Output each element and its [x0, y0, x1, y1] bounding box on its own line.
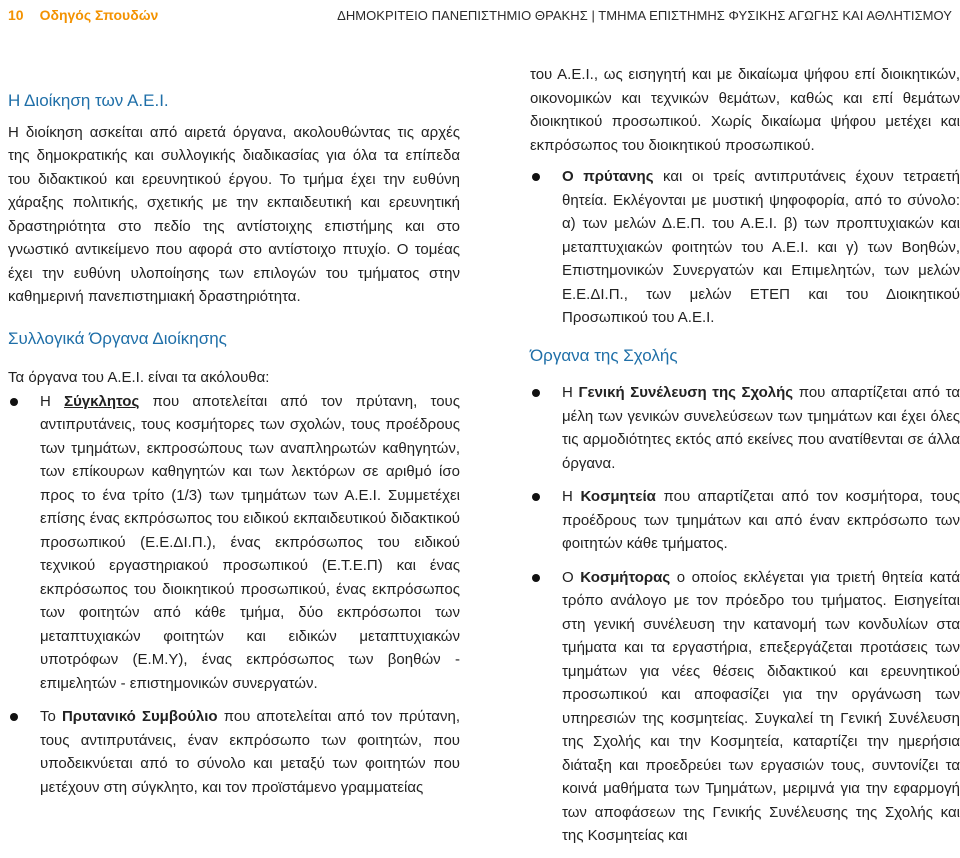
bullet-list: [530, 381, 960, 848]
item-term: Κοσμήτορας: [580, 568, 671, 586]
bullet-icon: [532, 493, 540, 501]
bullet-list: [8, 390, 460, 800]
list-item: [530, 165, 960, 330]
list-item: [530, 566, 960, 848]
subsection-heading: Συλλογικά Όργανα Διοίκησης: [8, 328, 227, 348]
continuation-paragraph: του Α.Ε.Ι., ως εισηγητή και με δικαίωμα ψήφου επί διοικητικών, οικονομικών και τεχνικών θεμάτων, καθώς και επί θεμάτων διοικητικού προσωπικού. Χωρίς δικαίωμα ψήφου μετέχει και εκπρόσωπος του διοικητικού προσωπικού.: [530, 66, 960, 154]
list-item: [8, 390, 460, 696]
item-term: Κοσμητεία: [580, 488, 656, 505]
bullet-icon: [532, 389, 540, 397]
item-text: ο οποίος εκλέγεται για τριετή θητεία κατά τρόπο ανάλογο με τον πρόεδρο του τμήματος. Εισηγείται στη γενική συνέλευση την κατανομή των κονδυλίων στα τμήματα και τα εργαστήρια, επεξεργάζεται προτάσεις των τμημάτων για νέες θέσεις διδακτικού και ερευνητικού προσωπικού και αποφασίζει για την οργάνωση των υπηρεσιών της κοσμητείας. Συγκαλεί τη Γενική Συνέλευση της Σχολής και την Κοσμητεία, καταρτίζει την ημερήσια διάταξη και προεδρεύει των εργασιών τους, συντονίζει τα κοινά μαθήματα των Τμημάτων, μεριμνά για την εφαρμογή των αποφάσεων της Γενικής Συνέλευσης της Σχολής και της Κοσμητείας και: [562, 568, 960, 844]
bullet-icon: [532, 574, 540, 582]
guide-title: Οδηγός Σπουδών: [39, 7, 159, 23]
lead-paragraph: Τα όργανα του Α.Ε.Ι. είναι τα ακόλουθα:: [8, 369, 270, 386]
right-column: [530, 63, 960, 858]
page-number: 10: [8, 7, 24, 23]
subsection-heading: Όργανα της Σχολής: [530, 345, 678, 365]
bullet-icon: [532, 173, 540, 181]
bullet-icon: [10, 713, 18, 721]
list-item: [530, 485, 960, 556]
bullet-icon: [10, 398, 18, 406]
section-heading: Η Διοίκηση των Α.Ε.Ι.: [8, 91, 169, 110]
item-term: Πρυτανικό Συμβούλιο: [61, 708, 218, 725]
list-item: [8, 705, 460, 799]
item-term: Γενική Συνέλευση της Σχολής: [578, 384, 794, 401]
item-prefix: Ο: [562, 568, 581, 586]
bullet-list: [530, 165, 960, 330]
item-term: Σύγκλητος: [64, 392, 140, 410]
item-prefix: Η: [562, 384, 579, 401]
left-column: [8, 60, 460, 809]
item-prefix: Το: [40, 708, 62, 725]
item-text: που αποτελείται από τον πρύτανη, τους αντιπρυτάνεις, έναν εκπρόσωπο των φοιτητών, που υποδεικνύεται από το σύνολο και μεταξύ των φοιτητών που μετέχουν στη σύγκλητο, και τον προϊστάμενο γραμματείας: [40, 708, 460, 796]
item-text: που απαρτίζεται από τον κοσμήτορα, τους προέδρους των τμημάτων και από έναν εκπρόσωπο των φοιτητών κάθε τμήματος.: [562, 488, 960, 552]
list-item: [530, 381, 960, 475]
item-text: και οι τρείς αντιπρυτάνεις έχουν τετραετή θητεία. Εκλέγονται με μυστική ψηφοφορία, από το σύνολο: α) των μελών Δ.Ε.Π. του Α.Ε.Ι. β) των προπτυχιακών και μεταπτυχιακών φοιτητών του Α.Ε.Ι. και γ) των Βοηθών, Επιστημονικών Συνεργατών και Επιμελητών, των μελών Ε.Ε.ΔΙ.Π., των μελών ΕΤΕΠ και του Διοικητικού Προσωπικού του Α.Ε.Ι.: [562, 168, 960, 326]
intro-paragraph: Η διοίκηση ασκείται από αιρετά όργανα, ακολουθώντας τις αρχές της δημοκρατικής και συλλογικής διαδικασίας για όλα τα επίπεδα του διδακτικού και ερευνητικού έργου. Το τμήμα έχει την ευθύνη χάραξης πολιτικής, σχετικής με την εκπαιδευτική και ερευνητική δραστηριότητα στο πεδίο της αντίστοιχης επιστήμης και στο γνωστικό αντικείμενο που αφορά στο αντίστοιχο πτυχίο. Ο τομέας έχει την ευθύνη υλοποίησης των επιλογών του τμήματος στην καθημερινή πανεπιστημιακή δραστηριότητα.: [8, 123, 460, 305]
item-term: Ο πρύτανης: [562, 168, 654, 185]
page-header: [8, 4, 952, 26]
item-prefix: Η: [562, 488, 581, 505]
item-prefix: Η: [40, 392, 65, 410]
item-text: που αποτελείται από τον πρύτανη, τους αντιπρυτάνεις, τους κοσμήτορες των σχολών, τους προέδρους των τμημάτων, εκπροσώπους των αναπληρωτών καθηγητών, των επίκουρων καθηγητών και των λεκτόρων σε αριθμό ίσο προς το ένα τρίτο (1/3) των τμημάτων των Α.Ε.Ι. Συμμετέχει επίσης ένας εκπρόσωπος του ειδικού εκπαιδευτικού διδακτικού προσωπικού (Ε.Ε.ΔΙ.Π.), ένας εκπρόσωπος του ειδικού τεχνικού εργαστηριακού προσωπικού (Ε.Τ.Ε.Π) και ένας εκπρόσωπος του διοικητικού προσωπικού, ένας εκπρόσωπος των φοιτητών από κάθε τμήμα, δύο εκπρόσωποι των μεταπτυχιακών φοιτητών και ειδικών μεταπτυχιακών υποτρόφων (Ε.Μ.Υ), ένας εκπρόσωπος των βοηθών - επιμελητών - επιστημονικών συνεργατών.: [40, 392, 460, 692]
institution-title: ΔΗΜΟΚΡΙΤΕΙΟ ΠΑΝΕΠΙΣΤΗΜΙΟ ΘΡΑΚΗΣ | ΤΜΗΜΑ ΕΠΙΣΤΗΜΗΣ ΦΥΣΙΚΗΣ ΑΓΩΓΗΣ ΚΑΙ ΑΘΛΗΤΙΣΜΟΥ: [337, 7, 952, 23]
item-text: που απαρτίζεται από τα μέλη των γενικών συνελεύσεων των τμημάτων και έχει όλες τις αρμοδιότητες εκτός από εκείνες που ανατίθενται σε άλλα όργανα.: [562, 384, 960, 472]
